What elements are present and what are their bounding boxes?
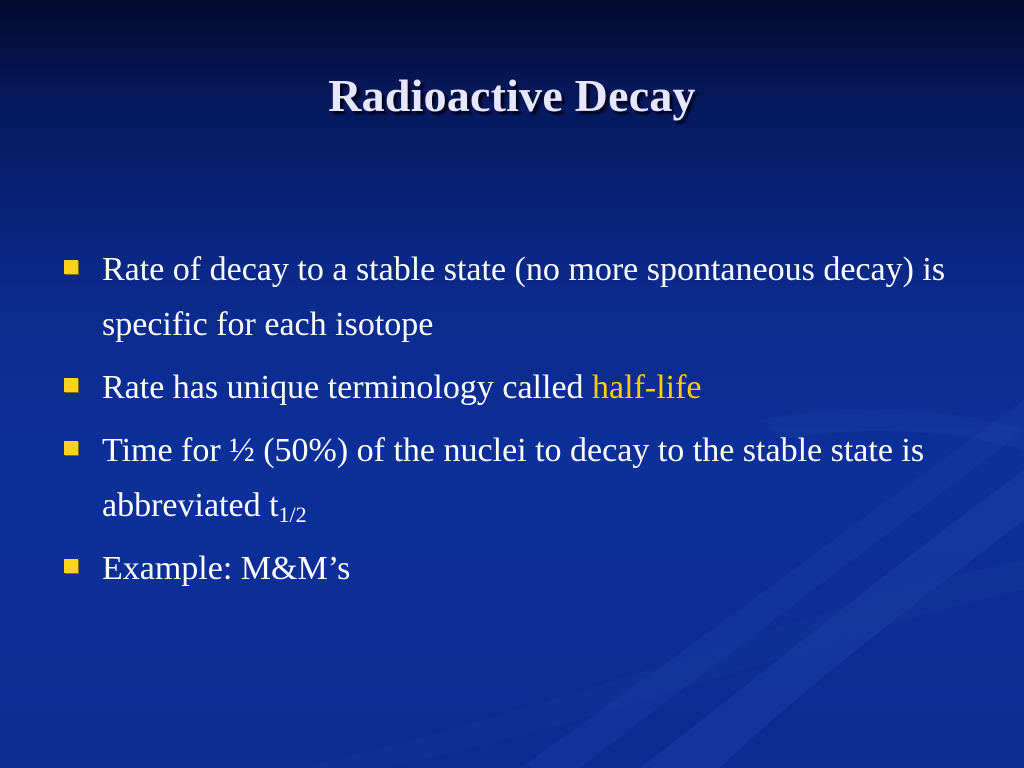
half-life-term: half-life (592, 369, 702, 406)
bullet-item-rate-of-decay (62, 242, 962, 352)
yellow-square-bullet-icon (64, 260, 78, 274)
half-life-subscript: 1/2 (278, 502, 307, 527)
bullet-text: Time for ½ (50%) of the nuclei to decay to the stable state is abbreviated t (102, 432, 925, 524)
slide-title: Radioactive Decay (328, 70, 696, 121)
bullet-item-half-life (62, 360, 962, 415)
bullet-text: Rate of decay to a stable state (no more spontaneous decay) is specific for each isotope (102, 251, 946, 343)
bullet-item-example (62, 541, 962, 596)
yellow-square-bullet-icon (64, 441, 78, 455)
bullet-text: Example: M&M’s (102, 550, 351, 587)
yellow-square-bullet-icon (64, 378, 78, 392)
bullet-text: Rate has unique terminology called (102, 369, 593, 406)
bullet-item-time-for-half (62, 423, 962, 533)
yellow-square-bullet-icon (64, 559, 78, 573)
bullet-list (62, 242, 962, 604)
